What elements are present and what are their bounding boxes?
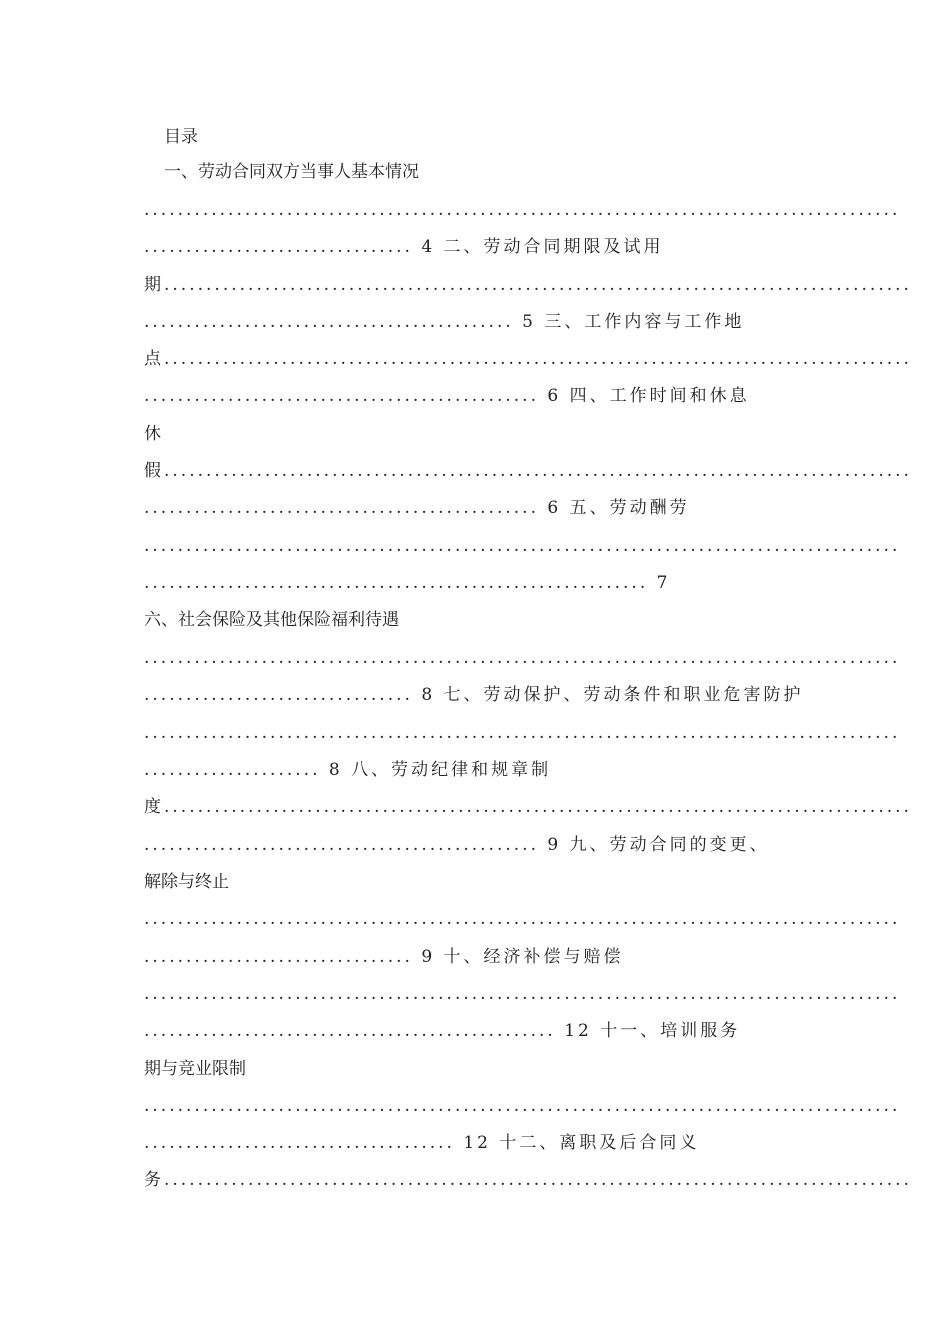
toc-line: ............................................... 9 九、劳动合同的变更、 bbox=[144, 835, 770, 855]
toc-line: 期......................................................................................... bbox=[144, 275, 912, 295]
toc-line: 度......................................................................................... bbox=[144, 797, 912, 817]
toc-line: .......................................................................................... bbox=[144, 909, 901, 929]
toc-line: ..................................... 12 十二、离职及后合同义 bbox=[144, 1133, 700, 1153]
toc-line: ............................................................ 7 bbox=[144, 573, 671, 593]
toc-line: .......................................................................................... bbox=[144, 1096, 901, 1116]
toc-line: 务......................................................................................... bbox=[144, 1170, 912, 1190]
toc-line: 休 bbox=[144, 424, 161, 444]
toc-line: 解除与终止 bbox=[144, 872, 229, 892]
toc-line: ............................................ 5 三、工作内容与工作地 bbox=[144, 312, 745, 332]
toc-line: ................................ 8 七、劳动保护、劳动条件和职业危害防护 bbox=[144, 685, 804, 705]
toc-line: ..................... 8 八、劳动纪律和规章制 bbox=[144, 760, 552, 780]
toc-line: ................................ 9 十、经济补偿与赔偿 bbox=[144, 947, 624, 967]
toc-line: .......................................................................................... bbox=[144, 984, 901, 1004]
toc-line: 假......................................................................................... bbox=[144, 461, 912, 481]
toc-line: 期与竞业限制 bbox=[144, 1059, 246, 1079]
toc-line: .......................................................................................... bbox=[144, 536, 901, 556]
toc-line: ................................ 4 二、劳动合同期限及试用 bbox=[144, 237, 664, 257]
toc-title: 目录 bbox=[164, 127, 198, 147]
toc-line: .......................................................................................... bbox=[144, 723, 901, 743]
toc-line: ............................................... 6 五、劳动酬劳 bbox=[144, 498, 690, 518]
toc-line: ................................................. 12 十一、培训服务 bbox=[144, 1021, 741, 1041]
toc-line: ............................................... 6 四、工作时间和休息 bbox=[144, 386, 750, 406]
toc-line: .......................................................................................... bbox=[144, 648, 901, 668]
toc-line: 六、社会保险及其他保险福利待遇 bbox=[144, 610, 399, 630]
toc-line: 一、劳动合同双方当事人基本情况 bbox=[164, 162, 419, 182]
toc-line: .......................................................................................... bbox=[144, 200, 901, 220]
toc-line: 点......................................................................................... bbox=[144, 349, 912, 369]
